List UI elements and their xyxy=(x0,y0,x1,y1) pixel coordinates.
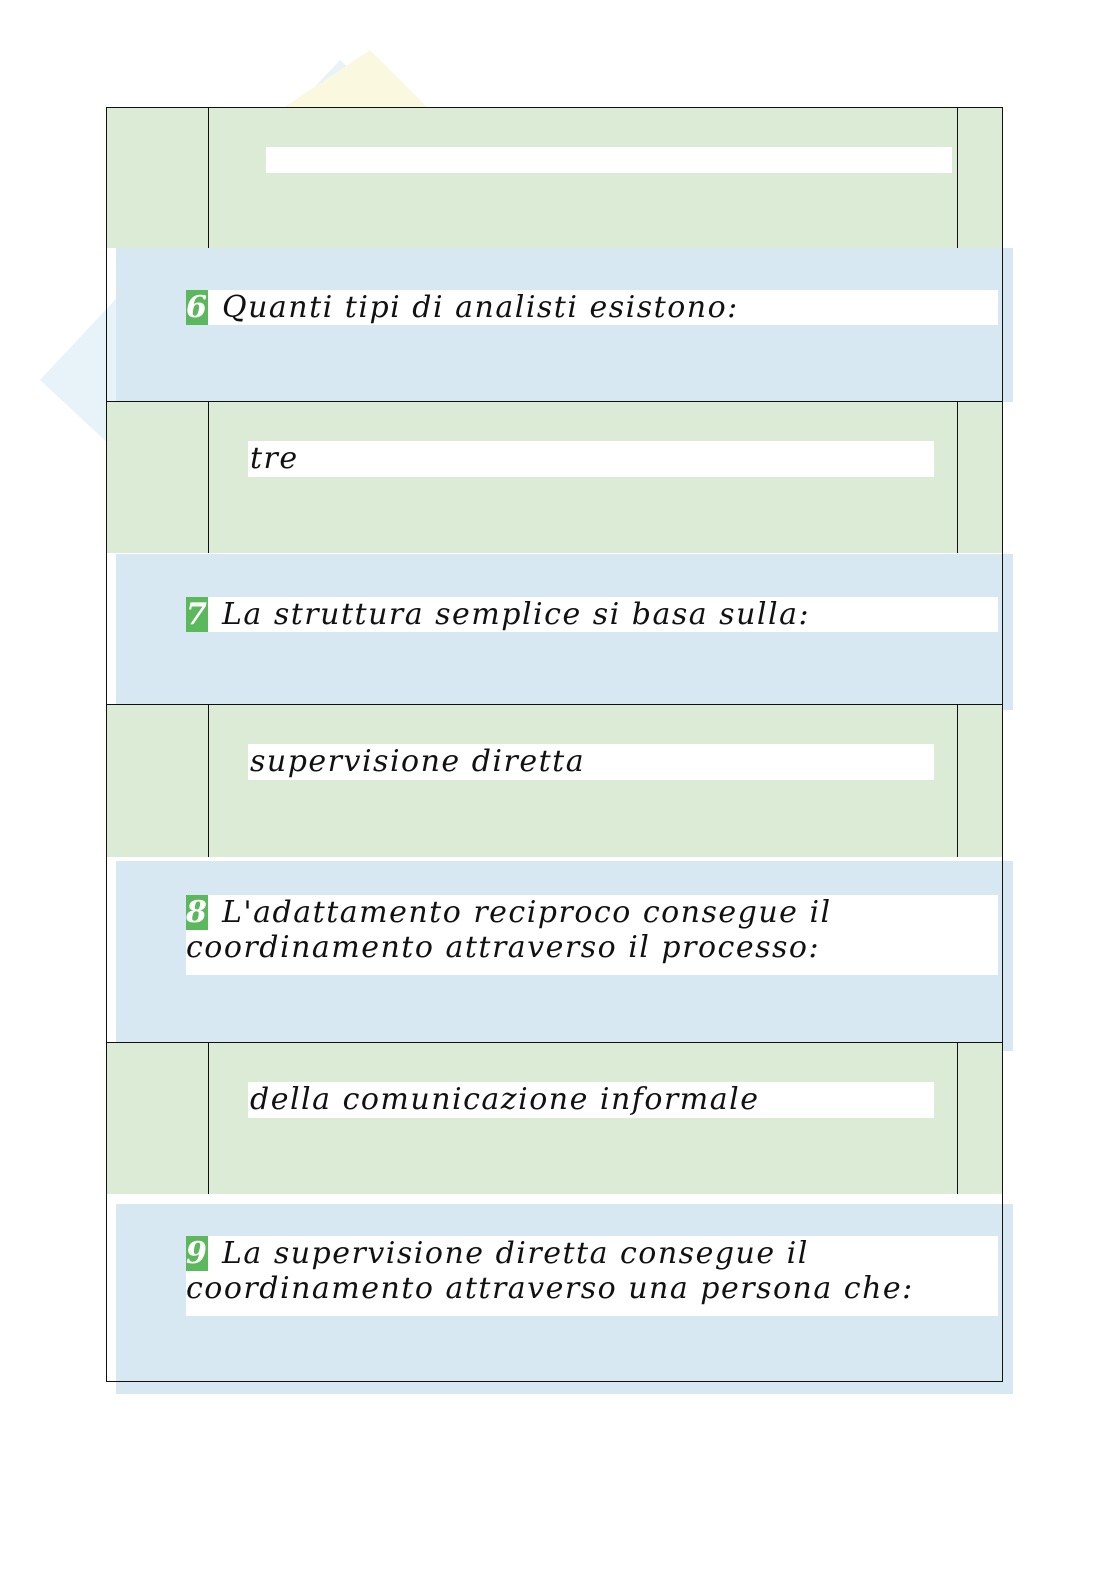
document-frame xyxy=(106,107,1003,1382)
question-number-badge: 7 xyxy=(186,597,209,632)
question-text: La struttura semplice si basa sulla: xyxy=(222,597,811,632)
question-text: L'adattamento reciproco consegue il xyxy=(222,895,832,930)
question-number-badge: 9 xyxy=(186,1236,209,1271)
answer-field-8[interactable]: della comunicazione informale xyxy=(248,1082,934,1118)
question-text-line-2: coordinamento attraverso il processo: xyxy=(186,930,821,965)
question-number-badge: 6 xyxy=(186,290,209,325)
question-number-badge: 8 xyxy=(186,895,209,930)
question-text: La supervisione diretta consegue il xyxy=(222,1236,809,1271)
question-text: Quanti tipi di analisti esistono: xyxy=(222,290,739,325)
answer-field-6[interactable]: tre xyxy=(248,441,934,477)
answer-field-7[interactable]: supervisione diretta xyxy=(248,744,934,780)
question-text-line-2: coordinamento attraverso una persona che: xyxy=(186,1271,914,1306)
